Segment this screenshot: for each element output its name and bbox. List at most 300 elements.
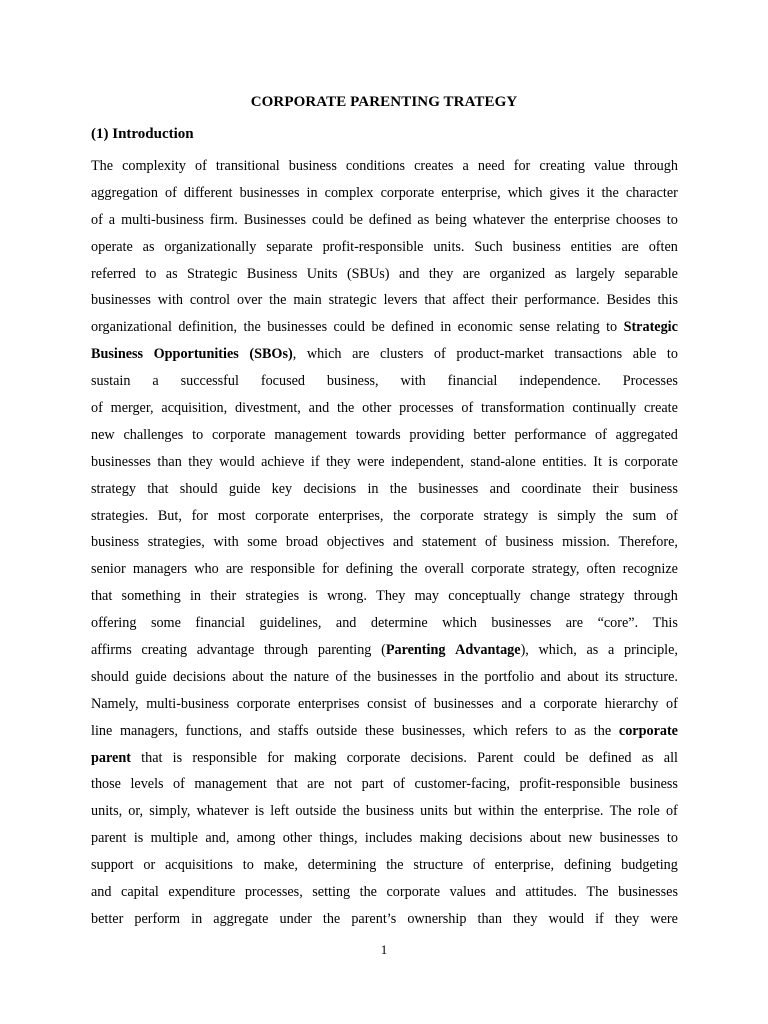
body-word: may <box>414 588 440 605</box>
body-word: simply <box>557 507 596 524</box>
body-word: a <box>607 642 615 659</box>
body-word: main <box>293 292 322 309</box>
body-word: They <box>376 588 406 605</box>
body-word: outside <box>295 803 337 820</box>
body-word: financial <box>447 373 498 390</box>
body-word: referred <box>91 265 136 282</box>
body-word: whatever <box>196 803 249 820</box>
body-word: enterprise, <box>494 857 555 874</box>
body-word: nature <box>293 668 330 685</box>
body-word: units, <box>91 803 123 820</box>
body-word: structure <box>413 857 464 874</box>
body-word: which <box>507 184 543 201</box>
body-word: and <box>501 695 522 712</box>
body-word: left <box>270 803 290 820</box>
body-word: this <box>657 292 678 309</box>
body-line <box>91 556 678 583</box>
body-word: business <box>512 238 561 255</box>
body-word: and <box>392 534 414 551</box>
body-word: Namely, <box>91 695 139 712</box>
body-word: values <box>449 884 486 901</box>
body-word: statement <box>422 534 477 551</box>
body-word: largely <box>575 265 615 282</box>
body-word: The <box>91 158 114 174</box>
body-word: continually <box>572 400 637 417</box>
body-word: processes <box>399 400 454 417</box>
body-word: successful <box>180 373 239 390</box>
body-word: a <box>462 158 469 174</box>
body-word: Business <box>246 265 298 282</box>
body-word: and <box>335 615 357 632</box>
body-word: to <box>555 722 567 739</box>
body-word: of <box>461 400 474 417</box>
body-word: managers <box>132 561 188 578</box>
body-word: these <box>364 722 395 739</box>
body-word: guide <box>135 668 167 685</box>
body-word: acquisitions <box>165 857 233 874</box>
body-line <box>91 422 678 449</box>
body-word: if <box>310 453 320 470</box>
body-line <box>91 153 678 180</box>
body-word: multiple <box>150 830 198 847</box>
body-word: transitional <box>215 158 280 174</box>
body-word: capital <box>121 884 159 901</box>
body-word: as <box>586 642 599 659</box>
body-word: parent <box>91 830 127 847</box>
body-word: advantage <box>196 642 255 659</box>
body-word: affirms <box>91 642 132 659</box>
body-word: control <box>189 292 231 309</box>
body-word: The <box>586 884 609 901</box>
body-word: Therefore, <box>618 534 678 551</box>
body-line <box>91 637 678 664</box>
body-word: organizationally <box>164 238 257 255</box>
body-word: as <box>554 265 567 282</box>
body-word: through <box>633 158 678 174</box>
body-word: independent, <box>391 453 464 470</box>
body-word: parent <box>91 749 131 766</box>
body-line <box>91 395 678 422</box>
body-word: multi-business <box>146 695 229 712</box>
body-word: includes <box>364 830 413 847</box>
body-word: be <box>349 211 363 228</box>
body-word: their <box>491 292 518 309</box>
body-word: of <box>165 184 177 201</box>
body-line <box>91 691 678 718</box>
body-word: they <box>614 910 640 927</box>
body-word: responsible <box>192 749 257 766</box>
body-word: businesses <box>491 615 552 632</box>
body-word: parent’s <box>351 910 397 927</box>
body-word: are <box>225 561 244 578</box>
body-word: of <box>91 211 103 228</box>
body-word: of <box>485 534 497 551</box>
body-word: separable <box>624 265 678 282</box>
body-word: the <box>322 910 341 927</box>
body-word: towards <box>355 426 401 443</box>
body-line <box>91 449 678 476</box>
body-word: achieve <box>261 453 305 470</box>
page-number: 1 <box>380 942 388 957</box>
body-word: firm. <box>209 211 238 228</box>
body-word: creating <box>539 158 585 174</box>
body-word: of <box>665 803 678 820</box>
body-word: businesses <box>267 319 328 336</box>
body-word: is <box>172 749 183 766</box>
body-word: corporate <box>386 884 441 901</box>
body-word: or <box>143 857 156 874</box>
body-word: business <box>91 534 140 551</box>
body-word: role <box>637 803 660 820</box>
body-word: management <box>194 776 267 793</box>
body-word: they <box>428 265 454 282</box>
body-word: could <box>333 319 366 336</box>
body-word: of <box>195 158 207 174</box>
body-word: its <box>605 668 619 685</box>
body-word: aggregate <box>213 910 269 927</box>
body-word: ownership <box>407 910 467 927</box>
body-word: of <box>393 776 405 793</box>
body-word: not <box>333 776 353 793</box>
body-word: refers <box>515 722 548 739</box>
body-word: be <box>565 749 579 766</box>
body-word: are <box>307 776 325 793</box>
body-word: and, <box>205 830 230 847</box>
body-word: business <box>505 534 554 551</box>
body-word: is <box>308 588 318 605</box>
body-word: stand-alone <box>470 453 536 470</box>
body-word: should <box>91 668 129 685</box>
body-word: parenting <box>317 642 372 659</box>
body-word: the <box>605 507 623 524</box>
body-word: decisions <box>469 830 523 847</box>
body-word: of <box>595 426 607 443</box>
body-word: guide <box>228 480 261 497</box>
body-word: something <box>121 588 181 605</box>
body-line <box>91 314 678 341</box>
body-word: acquisition, <box>161 400 228 417</box>
body-word: better <box>473 426 506 443</box>
body-line <box>91 610 678 637</box>
body-word: the <box>269 292 287 309</box>
body-word: creates <box>414 158 454 174</box>
body-word: Units <box>306 265 338 282</box>
body-word: Advantage), <box>455 642 529 659</box>
body-word: and <box>495 884 516 901</box>
body-line <box>91 906 678 933</box>
body-word: gives <box>549 184 580 201</box>
body-word: and <box>91 884 112 901</box>
body-word: is <box>608 453 618 470</box>
body-word: “core”. <box>597 615 639 632</box>
body-word: business <box>629 480 678 497</box>
body-word: the <box>601 184 619 201</box>
body-word: staffs <box>278 722 309 739</box>
body-line <box>91 771 678 798</box>
body-word: entities <box>570 238 612 255</box>
body-word: making <box>419 830 463 847</box>
body-word: simply, <box>149 803 191 820</box>
body-word: hierarchy <box>604 695 659 712</box>
body-word: enterprise. <box>543 803 604 820</box>
body-line <box>91 718 678 745</box>
body-word: merger, <box>110 400 154 417</box>
body-word: performance <box>514 426 587 443</box>
body-word: corporate <box>255 507 309 524</box>
body-word: would <box>219 453 255 470</box>
body-word: decisions <box>173 668 226 685</box>
body-word: businesses <box>618 884 678 901</box>
body-word: businesses <box>433 695 494 712</box>
body-word: defined <box>391 319 434 336</box>
body-word: profit-responsible <box>519 776 621 793</box>
body-word: the <box>460 668 479 685</box>
body-word: outside <box>316 722 358 739</box>
body-word: that <box>91 588 113 605</box>
body-word: setting <box>312 884 351 901</box>
body-word: line <box>91 722 113 739</box>
body-word: in <box>440 319 452 336</box>
body-word: organizational <box>91 319 172 336</box>
body-word: strategy <box>91 480 136 497</box>
body-word: mission. <box>562 534 610 551</box>
body-line <box>91 341 678 368</box>
body-word: the <box>353 668 371 685</box>
body-word: defined <box>588 749 632 766</box>
body-word: in <box>443 668 455 685</box>
body-word: separate <box>266 238 313 255</box>
body-word: of <box>414 695 427 712</box>
body-word: corporate <box>236 695 291 712</box>
body-word: value <box>594 158 625 174</box>
body-word: creating <box>141 642 188 659</box>
body-word: strategies. <box>91 507 149 524</box>
body-word: financial <box>195 615 246 632</box>
body-word: the <box>400 561 418 578</box>
body-word: conditions <box>345 158 406 174</box>
body-word: for <box>267 749 284 766</box>
body-word: responsible <box>250 561 315 578</box>
body-word: for <box>191 507 209 524</box>
body-word: of <box>666 507 678 524</box>
body-word: and <box>308 400 330 417</box>
body-word: budgeting <box>621 857 678 874</box>
body-word: strategy <box>483 507 529 524</box>
body-word: recognize <box>622 561 678 578</box>
body-word: units <box>420 803 448 820</box>
body-word: challenges <box>123 426 184 443</box>
body-line <box>91 476 678 503</box>
body-word: different <box>183 184 233 201</box>
body-word: affect <box>452 292 485 309</box>
body-word: key <box>271 480 293 497</box>
body-word: performance. <box>524 292 600 309</box>
body-word: their <box>210 588 237 605</box>
body-word: would <box>548 910 584 927</box>
body-word: corporate <box>618 722 678 739</box>
body-word: independence. <box>519 373 601 390</box>
body-word: But, <box>157 507 182 524</box>
body-word: portfolio <box>484 668 535 685</box>
body-word: their <box>592 480 619 497</box>
body-word: business, <box>326 373 379 390</box>
body-word: corporate <box>471 561 525 578</box>
body-line <box>91 503 678 530</box>
body-word: make, <box>263 857 298 874</box>
body-word: complexity <box>122 158 186 174</box>
body-word: corporate <box>543 695 598 712</box>
body-word: sum <box>632 507 657 524</box>
body-word: aggregation <box>91 184 158 201</box>
body-word: often <box>648 238 678 255</box>
body-word: enterprises, <box>318 507 384 524</box>
body-word: enterprise, <box>441 184 501 201</box>
body-word: is <box>133 830 144 847</box>
body-word: they <box>326 453 351 470</box>
body-word: levels <box>130 776 164 793</box>
body-word: who <box>194 561 219 578</box>
body-word: is <box>254 803 265 820</box>
body-word: sense <box>519 319 550 336</box>
body-word: (SBOs), <box>249 346 297 363</box>
body-word: through <box>263 642 309 659</box>
body-word: broad <box>285 534 319 551</box>
body-word: which, <box>538 642 577 659</box>
body-word: are <box>621 238 639 255</box>
body-word: management <box>274 426 347 443</box>
body-word: strategies <box>245 588 300 605</box>
body-word: about <box>567 668 599 685</box>
body-word: consist <box>367 695 407 712</box>
body-word: some <box>150 615 181 632</box>
body-word: to <box>242 857 254 874</box>
body-word: things, <box>319 830 358 847</box>
body-line <box>91 798 678 825</box>
body-word: about <box>232 668 264 685</box>
body-word: operate <box>91 238 133 255</box>
body-word: over <box>237 292 263 309</box>
body-line <box>91 879 678 906</box>
body-word: business <box>365 803 414 820</box>
body-word: the <box>359 884 377 901</box>
section-heading: (1) Introduction <box>91 126 194 142</box>
body-word: as <box>417 211 430 228</box>
body-word: those <box>91 776 121 793</box>
body-word: functions, <box>185 722 243 739</box>
body-word: corporate <box>624 453 678 470</box>
body-word: businesses, <box>401 722 466 739</box>
body-word: It <box>593 453 602 470</box>
body-word: wrong. <box>327 588 367 605</box>
body-word: as <box>165 265 178 282</box>
body-word: should <box>179 480 218 497</box>
body-word: businesses <box>239 184 300 201</box>
body-word: the <box>342 803 360 820</box>
body-word: Businesses <box>243 211 307 228</box>
body-word: transformation <box>481 400 565 417</box>
body-word: businesses <box>91 453 151 470</box>
body-word: the <box>520 803 538 820</box>
body-word: to <box>192 426 204 443</box>
body-word: defined <box>368 211 412 228</box>
body-line <box>91 529 678 556</box>
body-word: levers <box>383 292 418 309</box>
body-word: overall <box>424 561 465 578</box>
body-line <box>91 745 678 772</box>
body-word: create <box>644 400 678 417</box>
body-word: that <box>276 776 298 793</box>
body-word: decisions <box>303 480 357 497</box>
body-word: but <box>453 803 472 820</box>
body-line <box>91 207 678 234</box>
body-word: the <box>393 507 411 524</box>
body-word: Strategic <box>187 265 238 282</box>
body-word: character <box>625 184 678 201</box>
body-word: multi-business <box>121 211 204 228</box>
body-word: about <box>529 830 562 847</box>
body-word: for <box>322 561 339 578</box>
body-word: are <box>462 265 481 282</box>
body-word: in <box>367 480 379 497</box>
body-word: entities. <box>542 453 587 470</box>
body-word: a <box>529 695 536 712</box>
body-line <box>91 852 678 879</box>
body-word: objectives <box>326 534 385 551</box>
body-word: than <box>477 910 502 927</box>
body-word: of <box>335 668 348 685</box>
body-word: whatever <box>472 211 525 228</box>
body-word: Besides <box>606 292 651 309</box>
body-word: The <box>609 803 632 820</box>
body-word: complex <box>324 184 374 201</box>
body-word: the <box>243 319 261 336</box>
body-word: they <box>513 910 538 927</box>
body-word: with <box>157 292 184 309</box>
body-line <box>91 180 678 207</box>
body-word: the <box>269 668 288 685</box>
body-word: which <box>473 722 508 739</box>
body-word: principle, <box>623 642 678 659</box>
body-word: with <box>400 373 426 390</box>
body-word: strategy <box>579 588 625 605</box>
body-word: attitudes. <box>525 884 577 901</box>
body-word: to <box>145 265 157 282</box>
body-word: of <box>472 857 485 874</box>
body-line <box>91 368 678 395</box>
body-word: through <box>633 588 678 605</box>
body-word: the <box>386 857 404 874</box>
body-word: the <box>593 722 612 739</box>
body-word: to <box>666 830 678 847</box>
body-word: of <box>91 400 103 417</box>
body-word: other <box>362 400 392 417</box>
body-line <box>91 287 678 314</box>
body-word: of <box>666 695 678 712</box>
body-word: Such <box>474 238 503 255</box>
body-word: Strategic <box>623 319 678 336</box>
body-word: (Parenting <box>381 642 446 659</box>
body-word: a <box>108 211 116 228</box>
body-word: and <box>398 265 420 282</box>
body-word: new <box>568 830 593 847</box>
body-word: sustain <box>91 373 131 390</box>
body-word: perform <box>134 910 181 927</box>
body-word: decisions. <box>410 749 467 766</box>
body-word: coordinate <box>521 480 582 497</box>
body-word: businesses <box>377 668 438 685</box>
body-word: among <box>236 830 276 847</box>
body-word: enterprise <box>553 211 610 228</box>
